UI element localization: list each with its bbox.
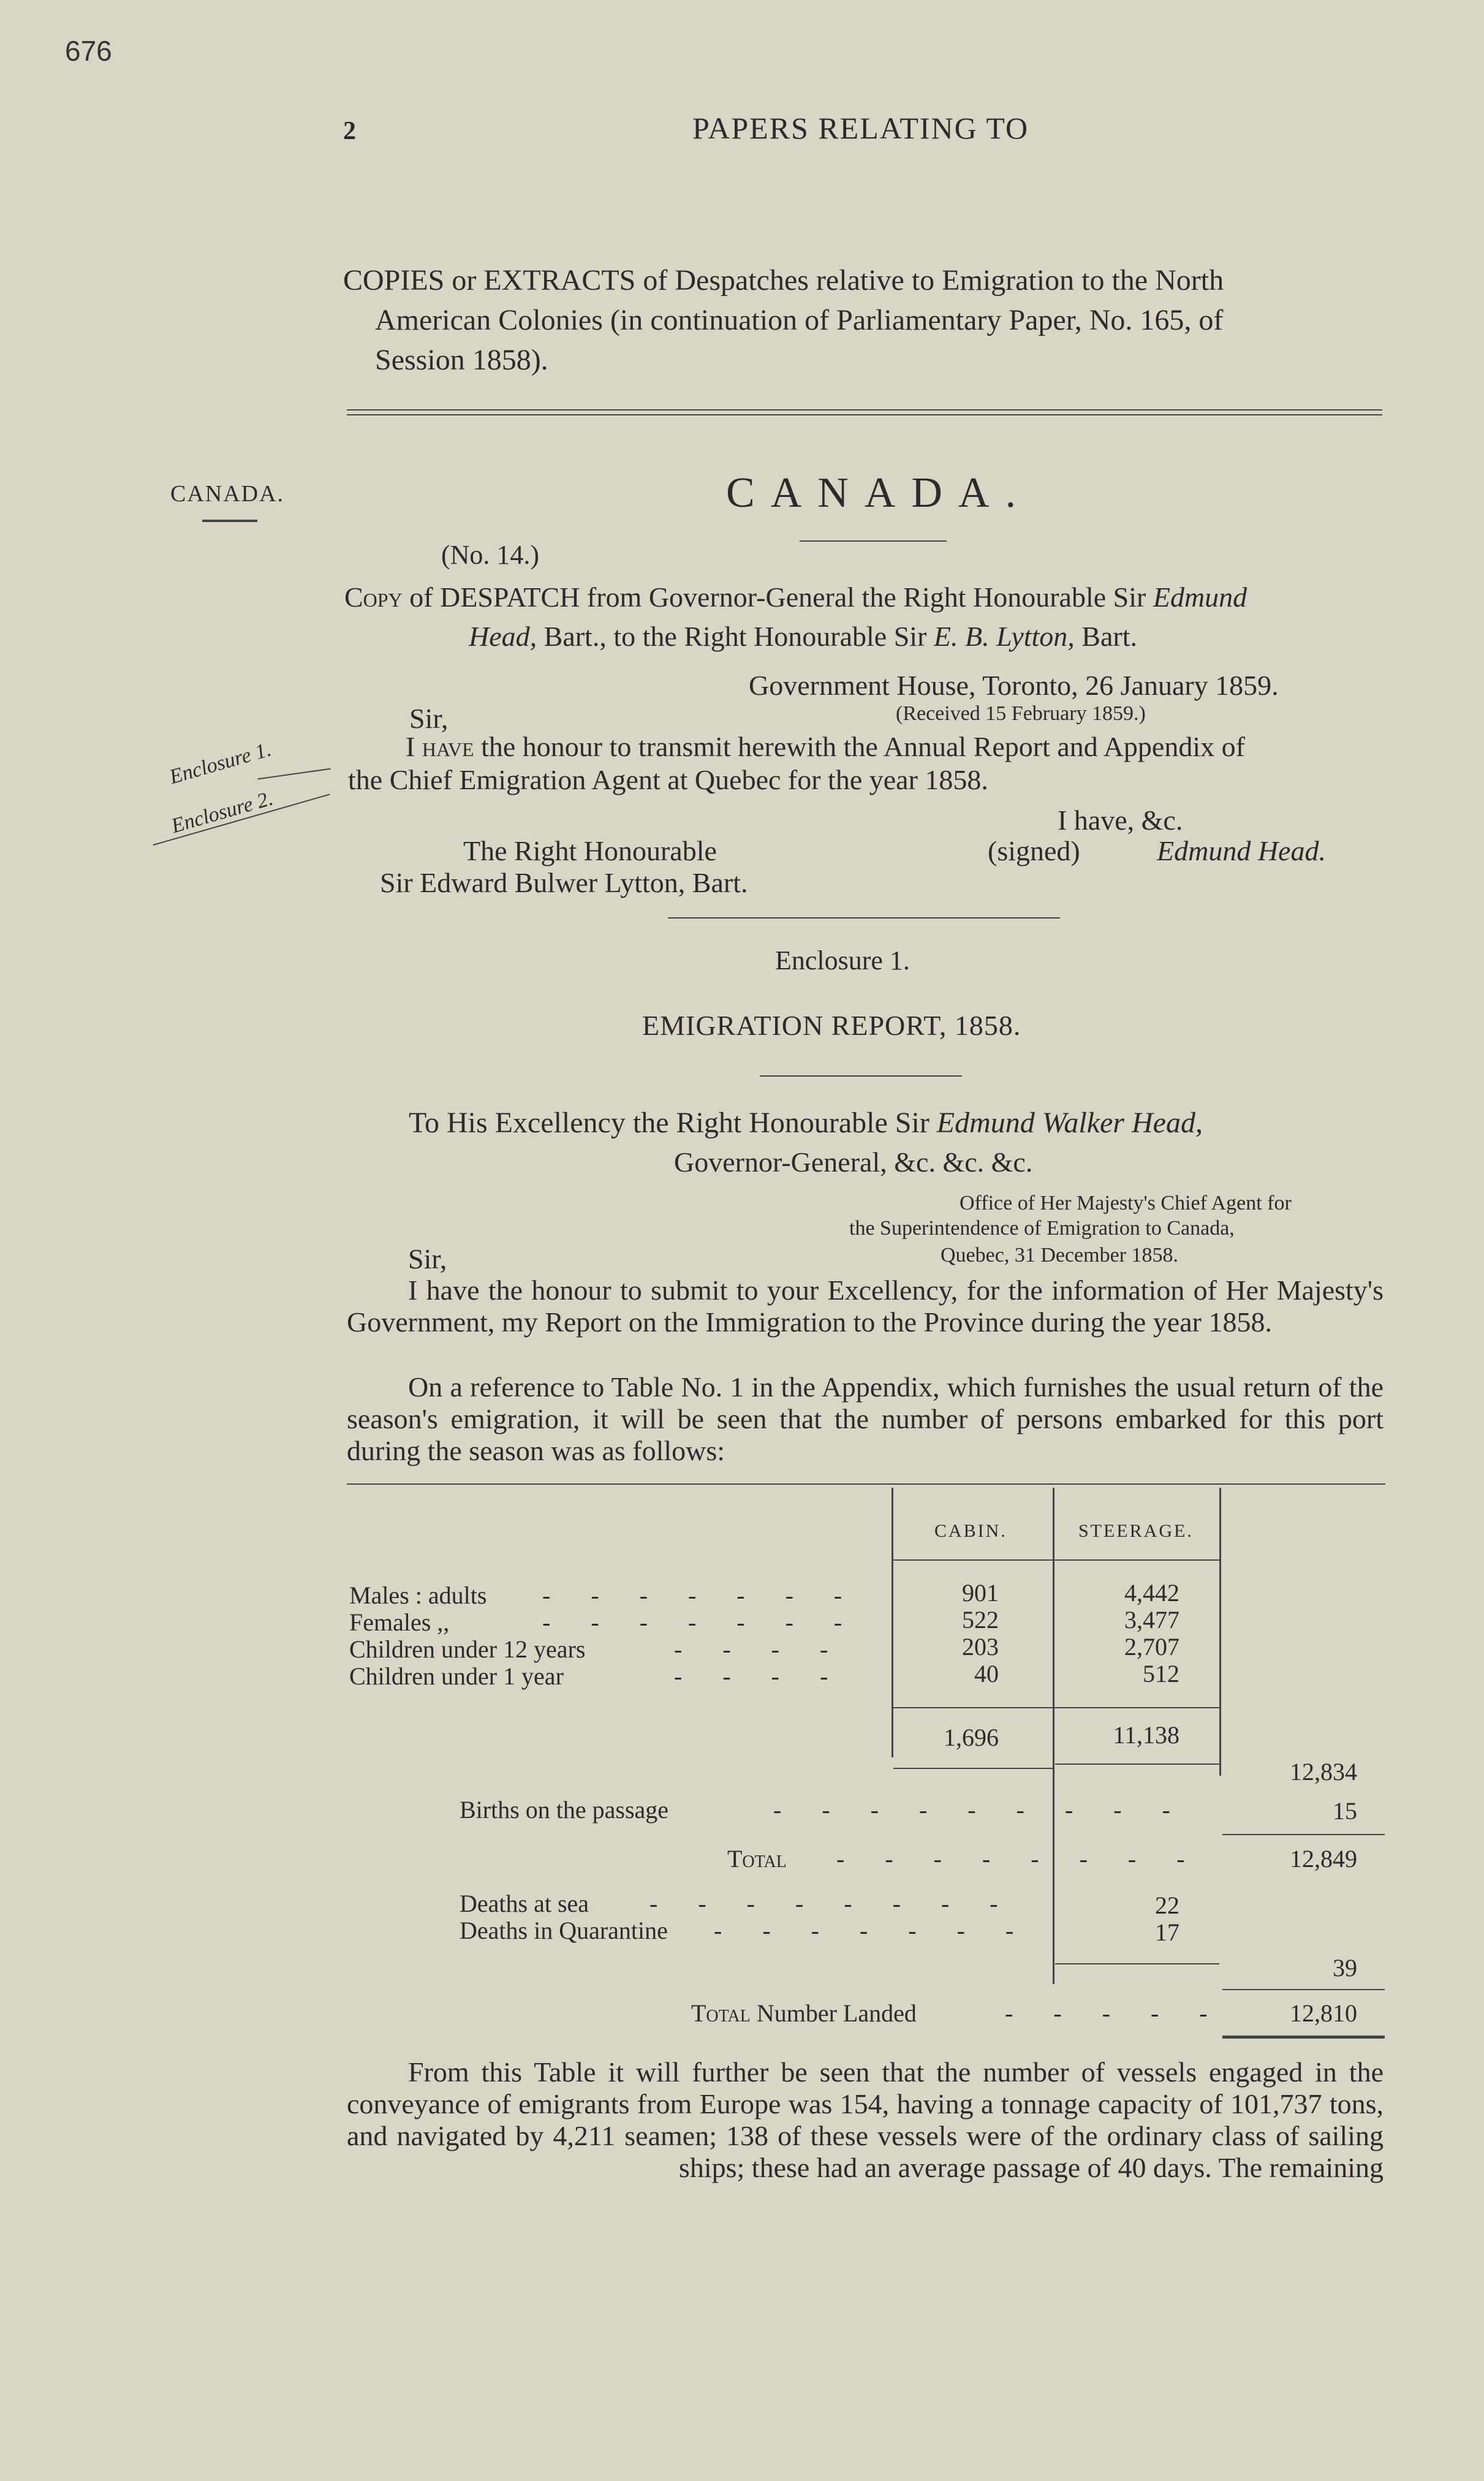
margin-enclosure-2: Enclosure 2. — [168, 787, 276, 838]
cell-steerage-children-1: 512 — [1143, 1660, 1179, 1687]
grand-subtotal: 12,834 — [1290, 1758, 1357, 1786]
landed-rule — [1222, 1989, 1385, 1990]
deaths-quarantine-label: Deaths in Quarantine — [460, 1917, 668, 1944]
report-salutation: Sir, — [408, 1243, 447, 1275]
subtotal-steerage: 11,138 — [1113, 1721, 1179, 1749]
despatch-closing: I have, &c. — [1058, 805, 1183, 836]
report-title-underline — [760, 1075, 962, 1077]
address-line-2: Governor-General, &c. &c. &c. — [674, 1146, 1033, 1178]
deaths-sea-label: Deaths at sea — [460, 1890, 589, 1917]
births-label: Births on the passage — [460, 1796, 669, 1824]
deaths-sea-value: 22 — [1155, 1892, 1179, 1919]
row-label-children-12: Children under 12 years — [349, 1635, 586, 1663]
births-leader: - - - - - - - - - — [773, 1796, 1187, 1824]
office-line-2: the Superintendence of Emigration to Canada, — [849, 1217, 1235, 1240]
margin-rule — [202, 520, 257, 522]
col-cabin-header: CABIN. — [934, 1521, 1007, 1541]
row-label-males: Males : adults — [349, 1581, 487, 1609]
table-vline-2 — [1053, 1488, 1054, 1984]
addressee: The Right Honourable — [463, 835, 717, 866]
total-leader: - - - - - - - - — [836, 1845, 1202, 1873]
double-rule-top — [347, 409, 1382, 411]
deaths-total: 39 — [1333, 1954, 1357, 1982]
cell-steerage-males: 4,442 — [1124, 1579, 1179, 1607]
address-line-1: To His Excellency the Right Honourable Sir Edmund Walker Head, — [409, 1107, 1203, 1139]
total-label: Total — [727, 1845, 787, 1873]
cell-cabin-females: 522 — [962, 1606, 999, 1634]
subtotal-underline-cabin — [893, 1768, 1053, 1769]
cell-cabin-males: 901 — [962, 1579, 999, 1607]
cell-cabin-children-12: 203 — [962, 1633, 999, 1661]
margin-enclosure-1: Enclosure 1. — [167, 738, 274, 789]
running-head: PAPERS RELATING TO — [692, 111, 1029, 145]
table-vline-3 — [1219, 1488, 1221, 1776]
header-rule — [893, 1559, 1219, 1561]
intro-line-3: Session 1858). — [375, 344, 548, 376]
office-line-1: Office of Her Majesty's Chief Agent for — [960, 1192, 1292, 1214]
addressee-name: Sir Edward Bulwer Lytton, Bart. — [380, 867, 748, 898]
row-leader-females: - - - - - - - — [542, 1608, 860, 1636]
births-value: 15 — [1333, 1797, 1357, 1825]
row-leader-children-12: - - - - — [674, 1635, 846, 1663]
office-line-3: Quebec, 31 December 1858. — [941, 1244, 1179, 1267]
landed-bottom-rule — [1222, 2036, 1385, 2039]
margin-canada-label: CANADA. — [170, 481, 285, 507]
cell-cabin-children-1: 40 — [974, 1660, 999, 1687]
report-title: EMIGRATION REPORT, 1858. — [642, 1010, 1021, 1041]
despatch-salutation: Sir, — [409, 703, 449, 734]
deaths-quarantine-leader: - - - - - - - — [714, 1917, 1031, 1944]
received-date: (Received 15 February 1859.) — [896, 702, 1146, 725]
double-rule-bottom — [347, 414, 1382, 415]
landed-label: Total Number Landed — [691, 1999, 917, 2027]
signed-label: (signed) — [988, 835, 1080, 866]
paragraph-2: On a reference to Table No. 1 in the Appendix, which furnishes the usual return of the season's emigration, it will be seen that the number of persons embarked for this port during the season was as follows: — [347, 1371, 1384, 1466]
title-underline — [800, 540, 947, 542]
place-date: Government House, Toronto, 26 January 1859. — [749, 670, 1279, 701]
row-label-females: Females ,, — [349, 1608, 450, 1636]
deaths-quarantine-value: 17 — [1155, 1919, 1179, 1946]
despatch-body-line-1: I have the honour to transmit herewith the Annual Report and Appendix of — [406, 731, 1245, 762]
subtotal-rule — [893, 1707, 1219, 1708]
landed-value: 12,810 — [1290, 1999, 1357, 2027]
paragraph-3: From this Table it will further be seen that the number of vessels engaged in the conveyance of emigrants from Europe was 154, having a tonnage capacity of 101,737 tons, and navigated by 4,211 seamen; 138 of these vessels were of the ordinary class of sailing ships; these had an average passage of 40 days. The remaining — [347, 2056, 1384, 2183]
table-top-rule — [347, 1483, 1385, 1485]
total-rule — [1222, 1834, 1385, 1835]
canada-title: CANADA. — [726, 469, 1032, 517]
total-value: 12,849 — [1290, 1845, 1357, 1873]
col-steerage-header: STEERAGE. — [1078, 1521, 1194, 1541]
cell-steerage-females: 3,477 — [1124, 1606, 1179, 1634]
paragraph-1: I have the honour to submit to your Excellency, for the information of Her Majesty's Government, my Report on the Immigration to the Province during the year 1858. — [347, 1275, 1384, 1338]
margin-enclosure-1-line — [257, 768, 330, 780]
copy-line-2: Head, Bart., to the Right Honourable Sir E. B. Lytton, Bart. — [469, 621, 1137, 652]
despatch-end-rule — [668, 917, 1060, 919]
subtotal-cabin: 1,696 — [944, 1724, 999, 1751]
landed-leader: - - - - - — [1005, 1999, 1225, 2027]
leading-page-number: 2 — [343, 117, 356, 145]
copy-line-1: Copy of DESPATCH from Governor-General the Right Honourable Sir Edmund — [344, 581, 1247, 613]
row-leader-males: - - - - - - - — [542, 1581, 860, 1609]
intro-line-2: American Colonies (in continuation of Parliamentary Paper, No. 165, of — [375, 304, 1224, 336]
row-label-children-1: Children under 1 year — [349, 1662, 564, 1690]
cell-steerage-children-12: 2,707 — [1124, 1633, 1179, 1661]
deaths-sea-leader: - - - - - - - - — [649, 1890, 1015, 1917]
row-leader-children-1: - - - - — [674, 1662, 846, 1690]
despatch-number: (No. 14.) — [441, 540, 540, 570]
subtotal-underline-steerage — [1055, 1763, 1219, 1765]
intro-line-1: COPIES or EXTRACTS of Despatches relative to Emigration to the North — [343, 264, 1224, 297]
page-number: 676 — [65, 35, 112, 67]
despatch-body-line-2: the Chief Emigration Agent at Quebec for the year 1858. — [348, 764, 988, 795]
signature: Edmund Head. — [1157, 835, 1326, 866]
deaths-rule — [1055, 1963, 1219, 1964]
enclosure-heading: Enclosure 1. — [775, 945, 910, 975]
